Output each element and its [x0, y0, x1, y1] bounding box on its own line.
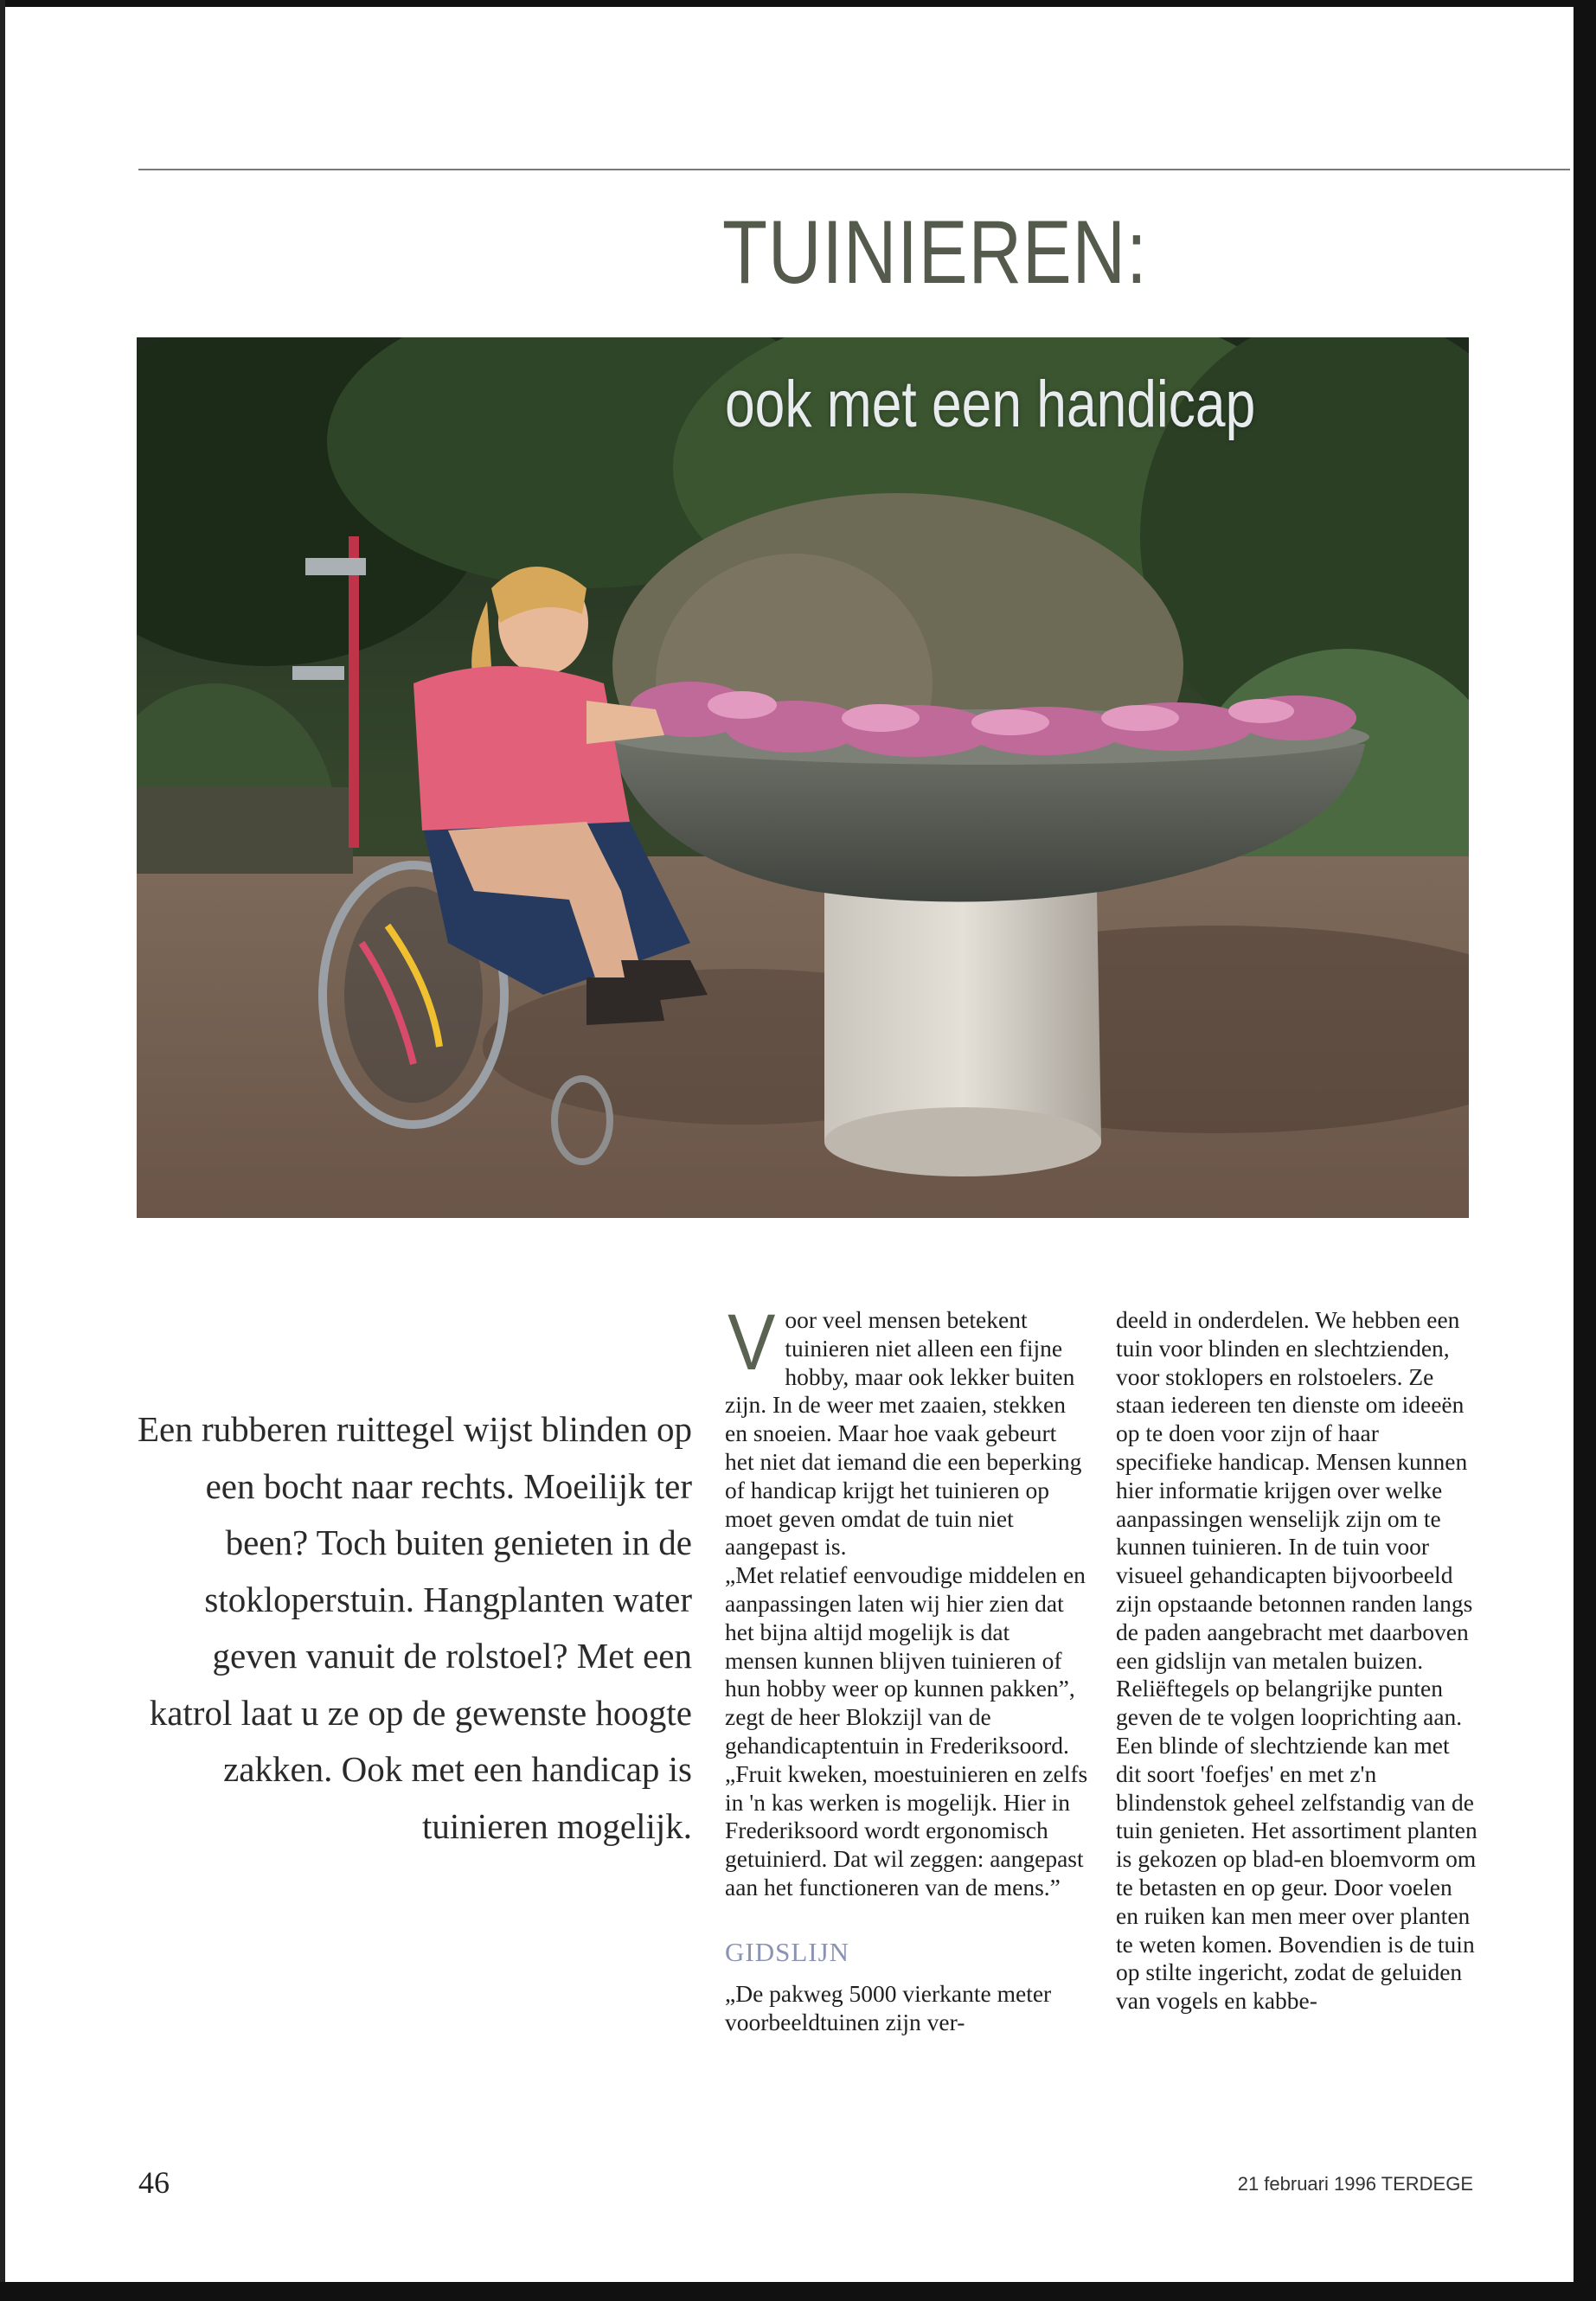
photo-girl-wheelchair-flower-planter-icon — [137, 337, 1469, 1218]
article-title: TUINIEREN: — [722, 202, 1148, 303]
header-rule — [138, 169, 1570, 170]
article-paragraph-continued: „De pakweg 5000 vierkante meter voorbeeldtuinen zijn ver- — [725, 1979, 1052, 2035]
article-paragraph-continued: deeld in onderdelen. We hebben een tuin voor blinden en slechtzienden, voor stoklopers en rolstoelers. Ze staan iedereen ten dienste om ideeën op te doen voor zijn of haar specifieke handicap. Mensen kunnen hier informatie krijgen over welke aanpassingen wenselijk zijn om te kunnen tuinieren. In de tuin voor visueel gehandicapten bijvoorbeeld zijn opstaande betonnen randen langs de paden aangebracht met daarboven een gidslijn van metalen buizen. Reliëftegels op belangrijke punten geven de te volgen looprichting aan. Een blinde of slechtziende kan met dit soort 'foefjes' en met z'n blindenstok geheel zelfstandig van de tuin genieten. Het assortiment planten is gekozen op blad-en bloemvorm om te betasten en op geur. Door voelen en ruiken kan men meer over planten te weten komen. Bovendien is de tuin op stilte ingericht, zodat de geluiden van vogels en kabbe- — [1116, 1306, 1477, 2015]
article-intro: Een rubberen ruittegel wijst blinden op een bocht naar rechts. Moeilijk ter been? Toch buiten genieten in de stokloperstuin. Hangplanten water geven vanuit de rolstoel? Met een katrol laat u ze op de gewenste hoogte zakken. Ook met een handicap is tuinieren mogelijk. — [137, 1409, 692, 1846]
article-subtitle: ook met een handicap — [725, 368, 1256, 441]
article-column-2 — [1116, 1306, 1479, 2016]
page-number: 46 — [138, 2165, 170, 2200]
article-column-1 — [725, 1298, 1088, 2036]
scan-border-right — [1574, 0, 1596, 2301]
scan-border-left — [0, 0, 5, 2301]
article-subheading: GIDSLIJN — [725, 1936, 850, 1967]
scan-border-top — [0, 0, 1596, 7]
drop-cap: V — [727, 1298, 776, 1387]
scan-border-bottom — [0, 2282, 1596, 2301]
article-paragraph: oor veel mensen betekent tuinieren niet alleen een fijne hobby, maar ook lekker buiten zijn. In de weer met zaaien, stekken en snoeien. Maar hoe vaak gebeurt het niet dat iemand die een beperking of handicap krijgt het tuinieren op moet geven omdat de tuin niet aangepast is. — [725, 1306, 1082, 1561]
article-photo — [137, 337, 1469, 1218]
article-paragraph: „Met relatief eenvoudige middelen en aanpassingen laten wij hier zien dat het bijna altijd mogelijk is dat mensen kunnen blijven tuinieren of hun hobby weer op kunnen pakken”, zegt de heer Blokzijl van de gehandicaptentuin in Frederiksoord. „Fruit kweken, moestuinieren en zelfs in 'n kas werken is mogelijk. Hier in Frederiksoord wordt ergonomisch getuinierd. Dat wil zeggen: aangepast aan het functioneren van de mens.” — [725, 1561, 1088, 1900]
issue-footer: 21 februari 1996 TERDEGE — [1237, 2173, 1473, 2195]
